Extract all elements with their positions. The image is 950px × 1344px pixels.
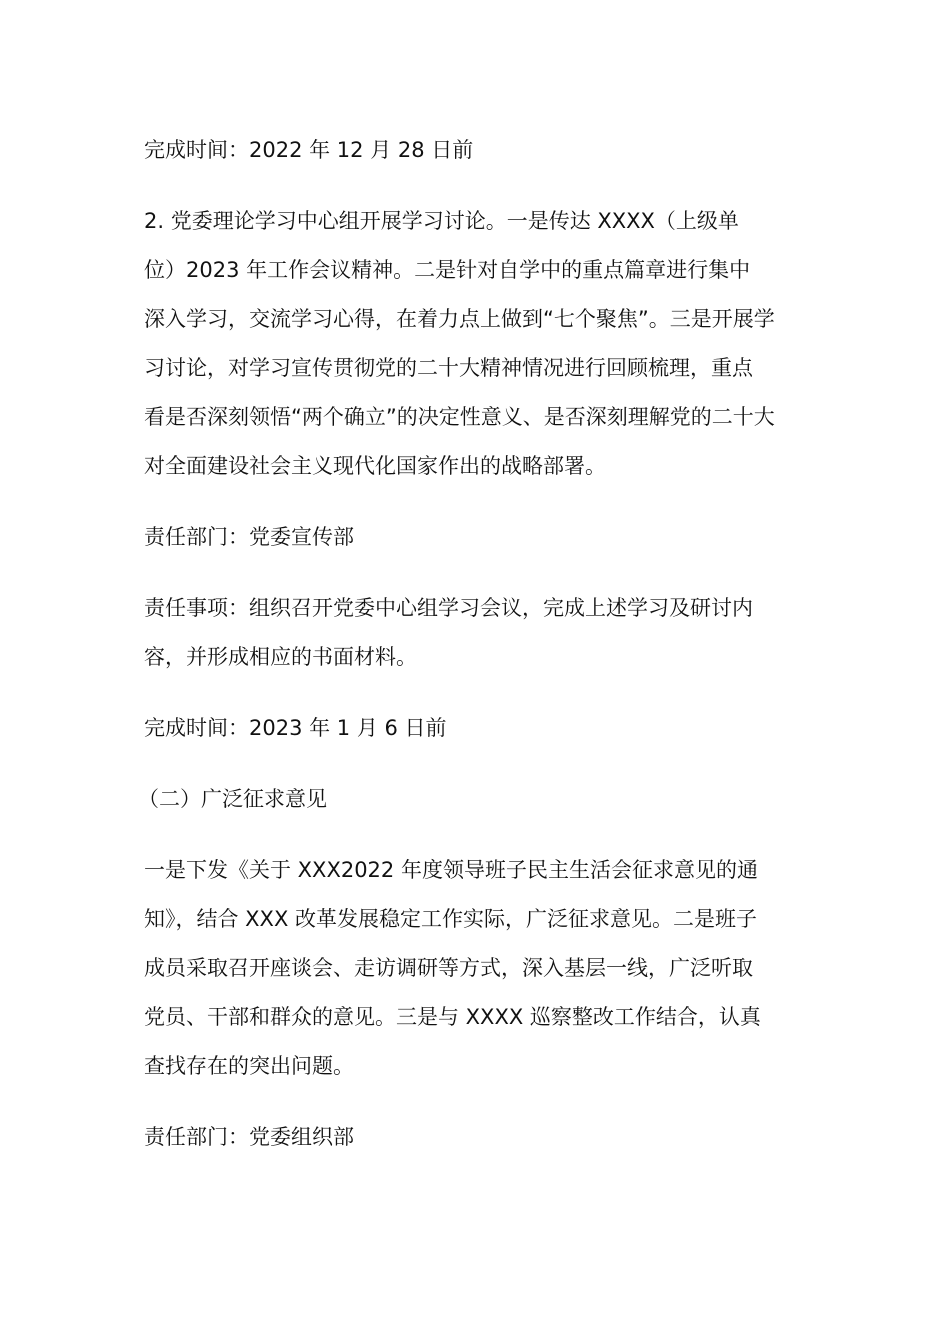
text-line: 成员采取召开座谈会、走访调研等方式，深入基层一线，广泛听取 [144, 956, 753, 980]
document-body [138, 126, 812, 1184]
item-2-paragraph [144, 197, 812, 491]
section-body-paragraph [144, 846, 812, 1091]
text-line: 党员、干部和群众的意见。三是与 XXXX 巡察整改工作结合，认真 [144, 1005, 761, 1029]
text-line: 责任部门：党委宣传部 [144, 525, 354, 549]
text-line: （二）广泛征求意见 [138, 787, 327, 811]
text-line: 位）2023 年工作会议精神。二是针对自学中的重点篇章进行集中 [144, 258, 751, 282]
responsible-department-paragraph [144, 1113, 812, 1162]
text-line: 深入学习，交流学习心得，在着力点上做到“七个聚焦”。三是开展学 [144, 307, 775, 331]
text-line: 责任事项：组织召开党委中心组学习会议，完成上述学习及研讨内 [144, 596, 753, 620]
text-line: 看是否深刻领悟“两个确立”的决定性意义、是否深刻理解党的二十大 [144, 405, 775, 429]
text-line: 责任部门：党委组织部 [144, 1125, 354, 1149]
completion-time-paragraph [144, 126, 812, 175]
text-line: 对全面建设社会主义现代化国家作出的战略部署。 [144, 454, 606, 478]
text-line: 查找存在的突出问题。 [144, 1054, 354, 1078]
text-line: 完成时间：2023 年 1 月 6 日前 [144, 716, 447, 740]
text-line: 一是下发《关于 XXX2022 年度领导班子民主生活会征求意见的通 [144, 858, 758, 882]
text-line: 容，并形成相应的书面材料。 [144, 645, 417, 669]
text-line: 知》，结合 XXX 改革发展稳定工作实际，广泛征求意见。二是班子 [144, 907, 758, 931]
section-heading [138, 775, 812, 824]
responsible-matter-paragraph [144, 584, 812, 682]
completion-time-paragraph [144, 704, 812, 753]
text-line: 2. 党委理论学习中心组开展学习讨论。一是传达 XXXX（上级单 [144, 209, 739, 233]
text-line: 完成时间：2022 年 12 月 28 日前 [144, 138, 474, 162]
responsible-department-paragraph [144, 513, 812, 562]
text-line: 习讨论，对学习宣传贯彻党的二十大精神情况进行回顾梳理，重点 [144, 356, 753, 380]
